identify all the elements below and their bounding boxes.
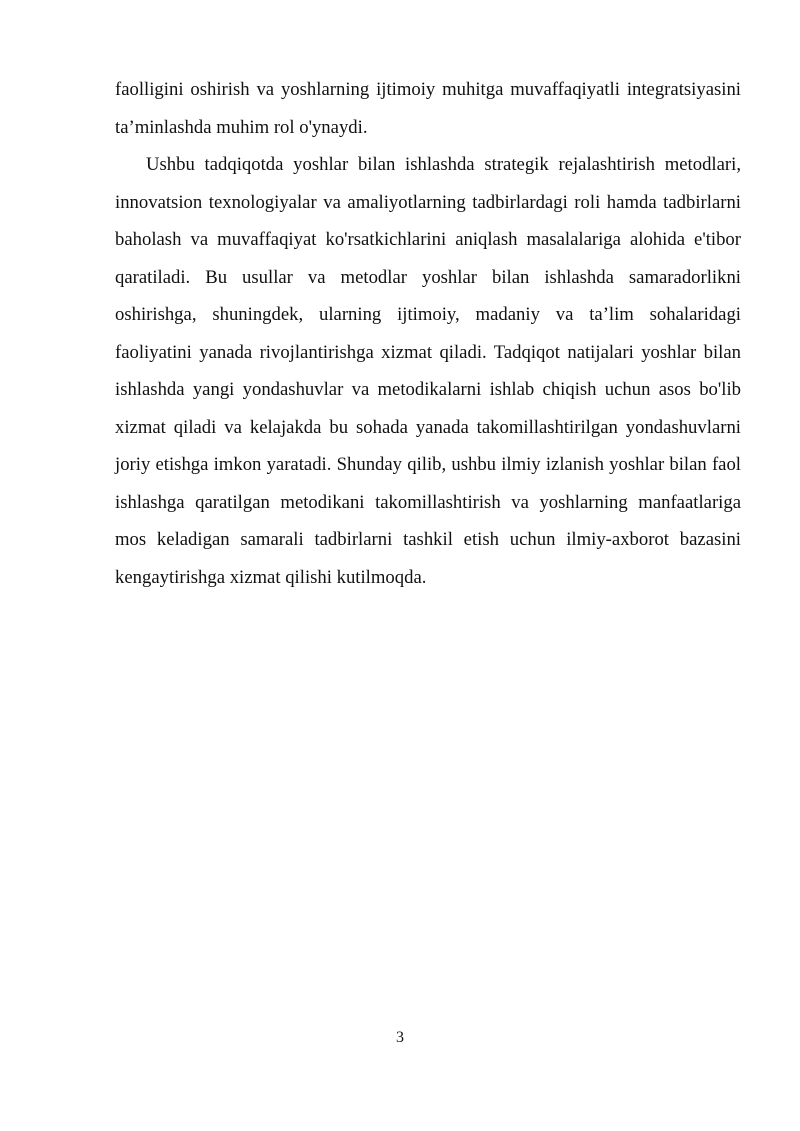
paragraph-continuation: faolligini oshirish va yoshlarning ijtimoiy muhitga muvaffaqiyatli integratsiyasini ta’minlashda muhim rol o'ynaydi.: [115, 79, 741, 138]
body-text: [115, 71, 741, 596]
page-number: 3: [396, 1029, 404, 1046]
paragraph-main: Ushbu tadqiqotda yoshlar bilan ishlashda strategik rejalashtirish metodlari, innovatsion texnologiyalar va amaliyotlarning tadbirlardagi roli hamda tadbirlarni baholash va muvaffaqiyat ko'rsatkichlarini aniqlash masalalariga alohida e'tibor qaratiladi. Bu usullar va metodlar yoshlar bilan ishlashda samaradorlikni oshirishga, shuningdek, ularning ijtimoiy, madaniy va ta’lim sohalaridagi faoliyatini yanada rivojlantirishga xizmat qiladi. Tadqiqot natijalari yoshlar bilan ishlashda yangi yondashuvlar va metodikalarni ishlab chiqish uchun asos bo'lib xizmat qiladi va kelajakda bu sohada yanada takomillashtirilgan yondashuvlarni joriy etishga imkon yaratadi. Shunday qilib, ushbu ilmiy izlanish yoshlar bilan faol ishlashga qaratilgan metodikani takomillashtirish va yoshlarning manfaatlariga mos keladigan samarali tadbirlarni tashkil etish uchun ilmiy-axborot bazasini kengaytirishga xizmat qilishi kutilmoqda.: [115, 154, 741, 588]
